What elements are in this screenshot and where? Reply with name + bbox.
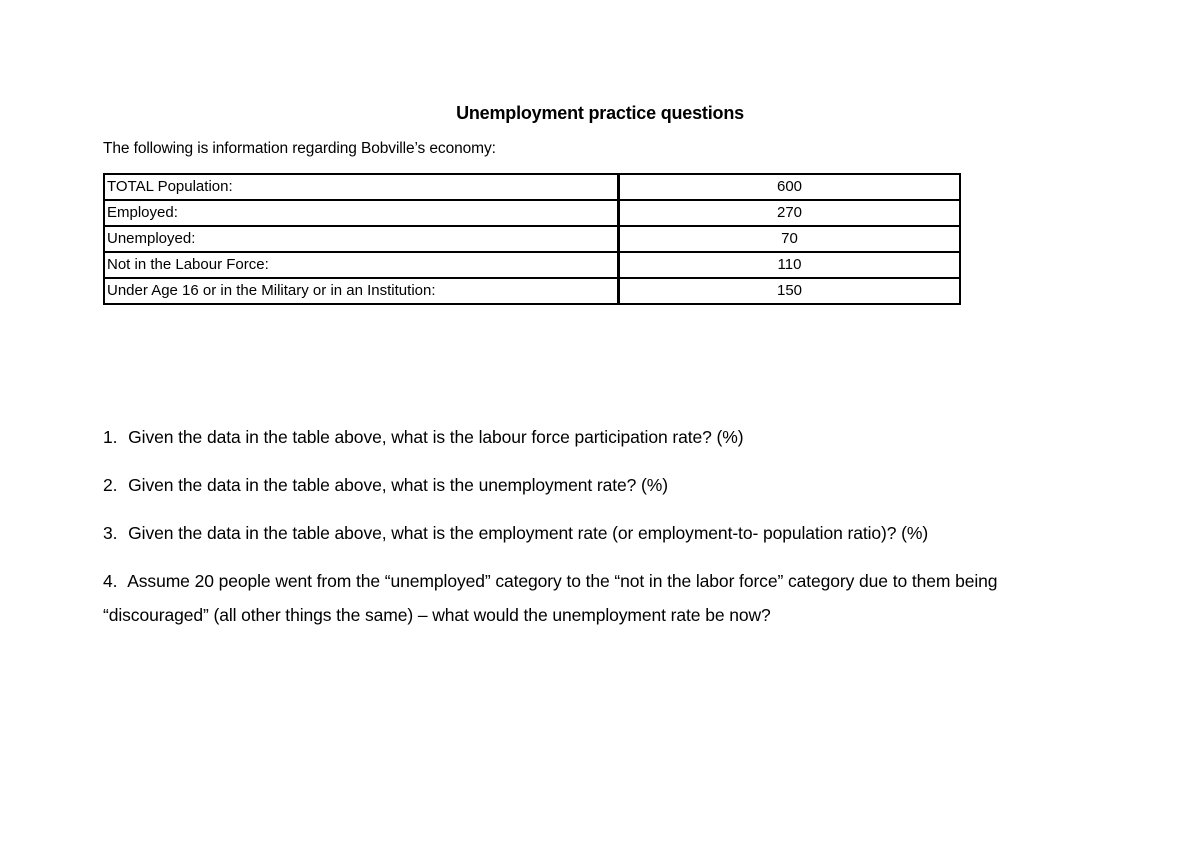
question-number: 2. bbox=[103, 475, 118, 495]
table-row bbox=[104, 200, 960, 226]
row-label: Unemployed: bbox=[104, 226, 619, 252]
row-label: Not in the Labour Force: bbox=[104, 252, 619, 278]
table-row bbox=[104, 174, 960, 200]
row-value: 600 bbox=[619, 174, 961, 200]
question-text: Assume 20 people went from the “unemployed” category to the “not in the labor force” category due to them being “discouraged” (all other things the same) – what would the unemployment rate be now? bbox=[103, 571, 998, 625]
economy-data-table bbox=[103, 173, 961, 305]
question-number: 4. bbox=[103, 571, 118, 591]
row-value: 150 bbox=[619, 278, 961, 304]
row-label: Employed: bbox=[104, 200, 619, 226]
intro-text: The following is information regarding Bobville’s economy: bbox=[103, 140, 496, 157]
row-value: 270 bbox=[619, 200, 961, 226]
row-label: Under Age 16 or in the Military or in an Institution: bbox=[104, 278, 619, 304]
row-value: 70 bbox=[619, 226, 961, 252]
table-row bbox=[104, 278, 960, 304]
question-item bbox=[103, 425, 1103, 449]
table-row bbox=[104, 252, 960, 278]
question-text: Given the data in the table above, what is the employment rate (or employment-to- population ratio)? (%) bbox=[128, 523, 929, 543]
question-number: 3. bbox=[103, 523, 118, 543]
question-item bbox=[103, 564, 1103, 632]
question-item bbox=[103, 473, 1103, 497]
question-list bbox=[103, 425, 1103, 656]
row-label: TOTAL Population: bbox=[104, 174, 619, 200]
question-text: Given the data in the table above, what is the labour force participation rate? (%) bbox=[128, 427, 744, 447]
table-row bbox=[104, 226, 960, 252]
question-number: 1. bbox=[103, 427, 118, 447]
page-title: Unemployment practice questions bbox=[456, 103, 744, 123]
question-item bbox=[103, 521, 1103, 545]
row-value: 110 bbox=[619, 252, 961, 278]
question-text: Given the data in the table above, what is the unemployment rate? (%) bbox=[128, 475, 668, 495]
